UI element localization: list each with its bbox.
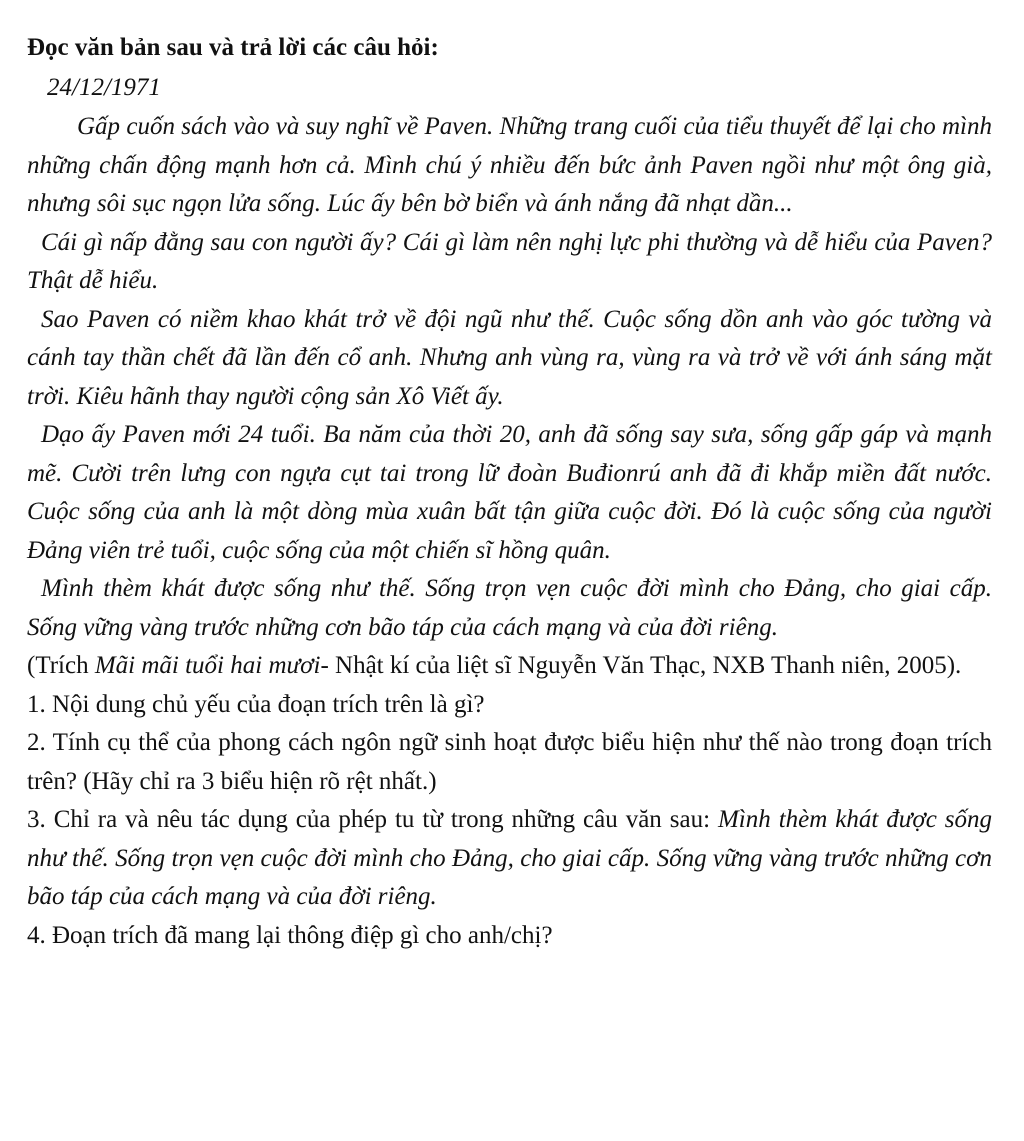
source-citation <box>27 647 992 686</box>
question-4: 4. Đoạn trích đã mang lại thông điệp gì cho anh/chị? <box>27 921 553 949</box>
paragraph-1: Gấp cuốn sách vào và suy nghĩ về Paven. Những trang cuối của tiểu thuyết để lại cho mình những chấn động mạnh hơn cả. Mình chú ý nhiều đến bức ảnh Paven ngồi như một ông già, nhưng sôi sục ngọn lửa sống. Lúc ấy bên bờ biển và ánh nắng đã nhạt dần... <box>27 113 992 217</box>
diary-date: 24/12/1971 <box>47 74 161 101</box>
question-2: 2. Tính cụ thể của phong cách ngôn ngữ sinh hoạt được biểu hiện như thế nào trong đoạn trích trên? (Hãy chỉ ra 3 biểu hiện rõ rệt nhất.) <box>27 729 992 795</box>
paragraph-3: Sao Paven có niềm khao khát trở về đội ngũ như thế. Cuộc sống dồn anh vào góc tường và cánh tay thần chết đã lần đến cổ anh. Nhưng anh vùng ra, vùng ra và trở về với ánh sáng mặt trời. Kiêu hãnh thay người cộng sản Xô Viết ấy. <box>27 305 992 410</box>
source-title: Mãi mãi tuổi hai mươi <box>94 652 321 679</box>
source-prefix: (Trích <box>27 652 95 679</box>
source-suffix: - Nhật kí của liệt sĩ Nguyễn Văn Thạc, NXB Thanh niên, 2005). <box>320 652 962 679</box>
page-title: Đọc văn bản sau và trả lời các câu hỏi: <box>27 34 439 61</box>
question-3 <box>27 801 992 917</box>
paragraph-4: Dạo ấy Paven mới 24 tuổi. Ba năm của thời 20, anh đã sống say sưa, sống gấp gáp và mạnh mẽ. Cười trên lưng con ngựa cụt tai trong lữ đoàn Buđionrú anh đã đi khắp miền đất nước. Cuộc sống của anh là một dòng mùa xuân bất tận giữa cuộc đời. Đó là cuộc sống của người Đảng viên trẻ tuổi, cuộc sống của một chiến sĩ hồng quân. <box>27 421 992 564</box>
document <box>27 30 992 955</box>
question-1: 1. Nội dung chủ yếu của đoạn trích trên là gì? <box>27 690 485 718</box>
question-3-quote: Mình thèm khát được sống như thế. Sống trọn vẹn cuộc đời mình cho Đảng, cho giai cấp. Sống vững vàng trước những cơn bão táp của cách mạng và của đời riêng. <box>27 806 993 910</box>
paragraph-2: Cái gì nấp đằng sau con người ấy? Cái gì làm nên nghị lực phi thường và dễ hiểu của Paven? Thật dễ hiểu. <box>27 228 992 294</box>
paragraph-5: Mình thèm khát được sống như thế. Sống trọn vẹn cuộc đời mình cho Đảng, cho giai cấp. Sống vững vàng trước những cơn bão táp của cách mạng và của đời riêng. <box>27 575 992 641</box>
question-3-prefix: 3. Chỉ ra và nêu tác dụng của phép tu từ trong những câu văn sau: <box>27 806 718 833</box>
